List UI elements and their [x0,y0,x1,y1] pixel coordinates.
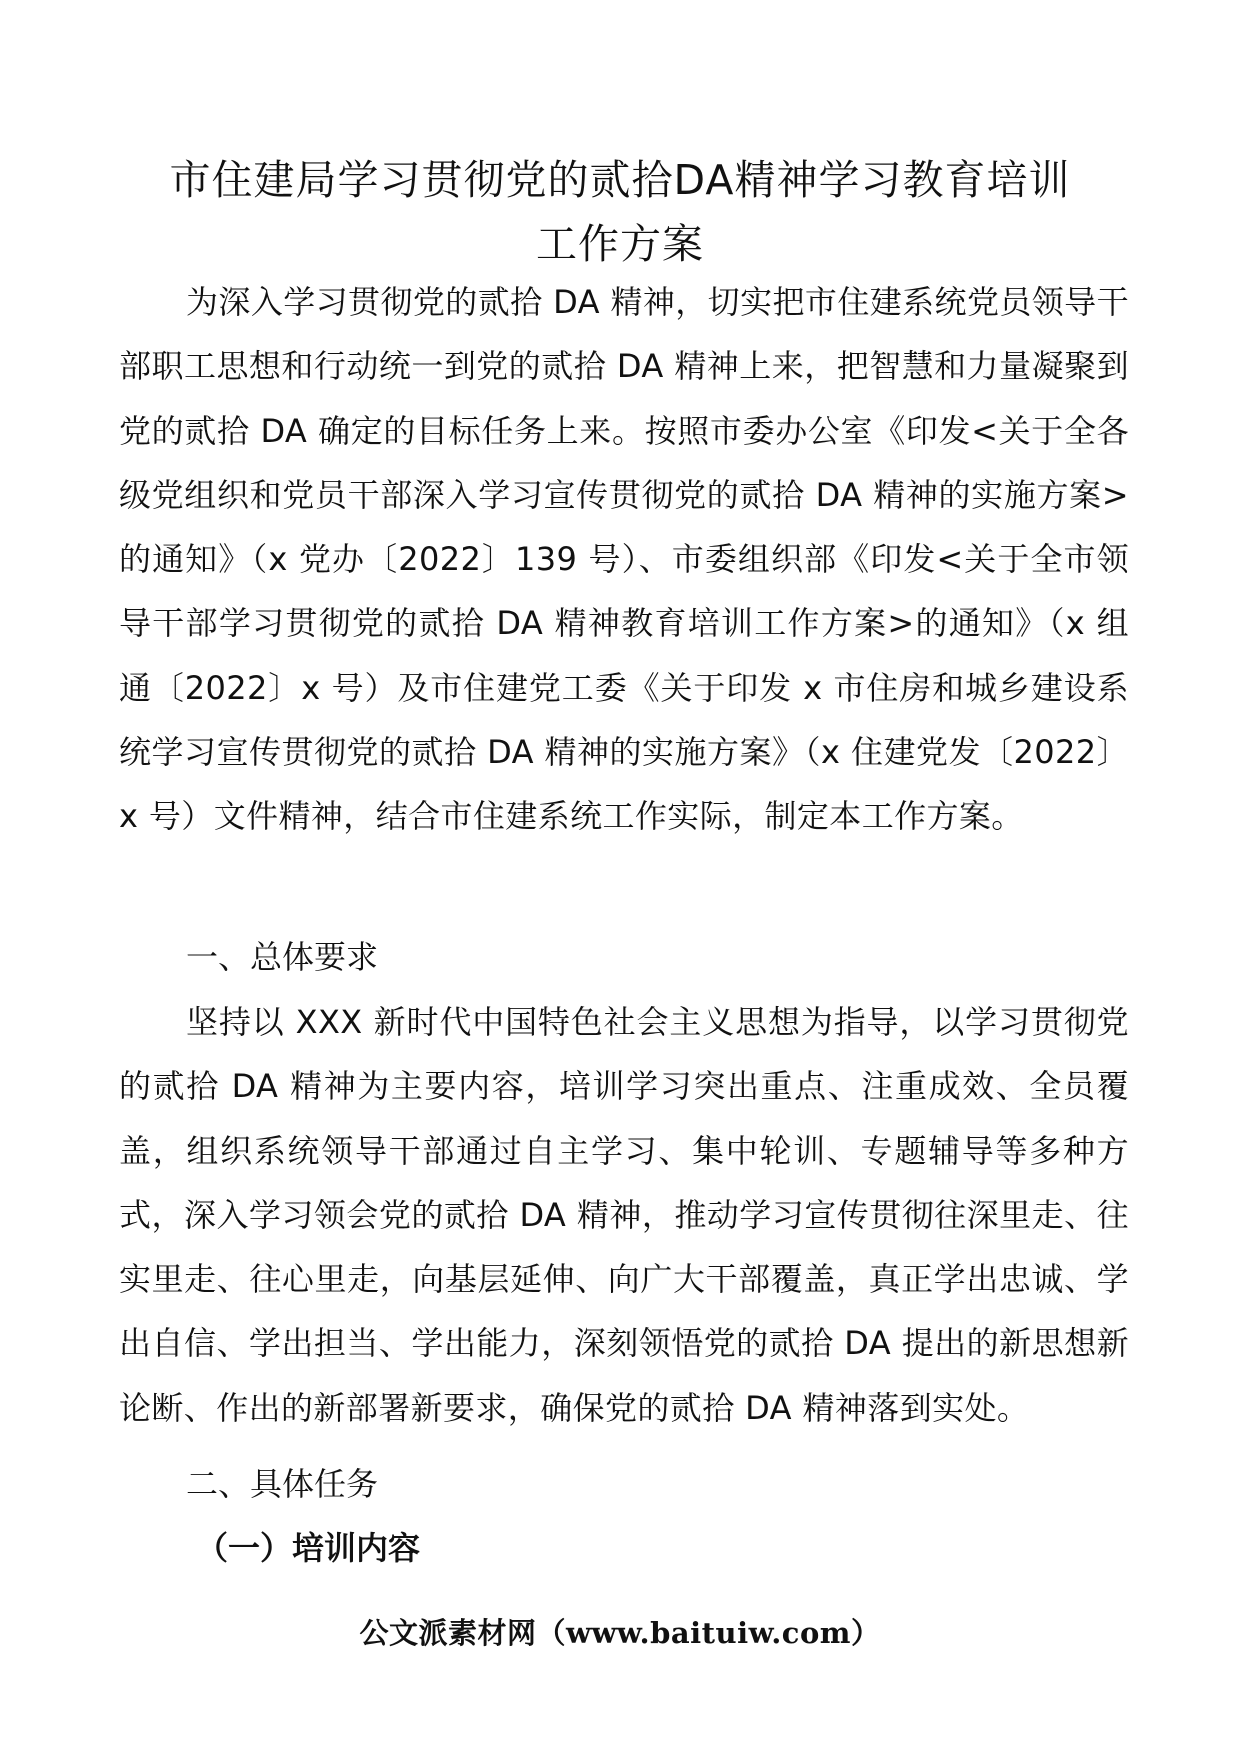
section-heading-general-requirements: 一、总体要求 [186,938,379,976]
subsection-heading-training-content: （一）培训内容 [196,1529,421,1567]
document-title-line-1: 市住建局学习贯彻党的贰拾DA精神学习教育培训 [169,156,1071,204]
intro-paragraph: 为深入学习贯彻党的贰拾 DA 精神，切实把市住建系统党员领导干部职工思想和行动统一到党的贰拾 DA 精神上来，把智慧和力量凝聚到党的贰拾 DA 确定的目标任务上来。按照市委办公室《印发<关于全各级党组织和党员干部深入学习宣传贯彻党的贰拾 DA 精神的实施方案>的通知》（x 党办〔2022〕139 号）、市委组织部《印发<关于全市领导干部学习贯彻党的贰拾 DA 精神教育培训工作方案>的通知》（x 组通〔2022〕x 号）及市住建党工委《关于印发 x 市住房和城乡建设系统学习宣传贯彻党的贰拾 DA 精神的实施方案》（x 住建党发〔2022〕x 号）文件精神，结合市住建系统工作实际，制定本工作方案。 [119,283,1129,836]
footer-watermark-text: 公文派素材网（www.baituiw.com） [359,1616,881,1650]
section-heading-specific-tasks: 二、具体任务 [186,1465,379,1503]
general-requirements-paragraph: 坚持以 XXX 新时代中国特色社会主义思想为指导，以学习贯彻党的贰拾 DA 精神为主要内容，培训学习突出重点、注重成效、全员覆盖，组织系统领导干部通过自主学习、集中轮训、专题辅导等多种方式，深入学习领会党的贰拾 DA 精神，推动学习宣传贯彻往深里走、往实里走、往心里走，向基层延伸、向广大干部覆盖，真正学出忠诚、学出自信、学出担当、学出能力，深刻领悟党的贰拾 DA 提出的新思想新论断、作出的新部署新要求，确保党的贰拾 DA 精神落到实处。 [119,1003,1129,1427]
document-title-line-2: 工作方案 [536,220,704,268]
